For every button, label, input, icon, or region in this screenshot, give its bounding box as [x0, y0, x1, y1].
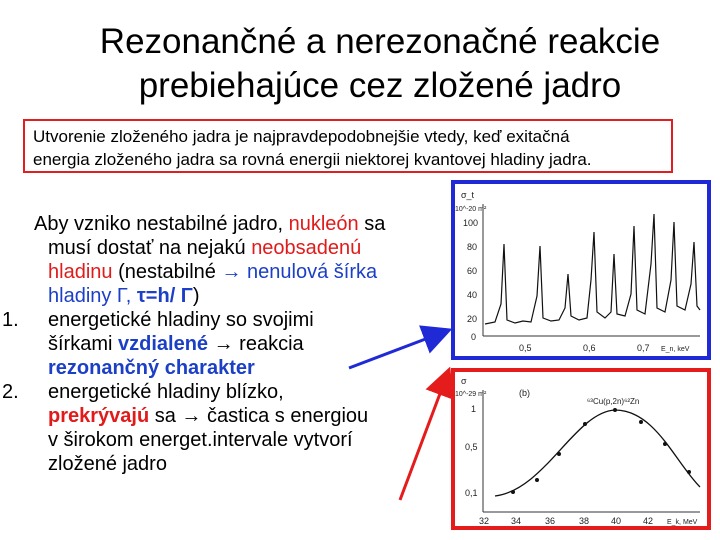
plot2-ytick-01: 0,1 — [465, 488, 478, 498]
list-number-2: 2. — [2, 381, 19, 403]
text-segment: šírkami — [48, 333, 118, 355]
plot2-xlabel: E_k, MeV — [667, 519, 698, 526]
plot2-xtick-3: 36 — [545, 516, 556, 526]
plot2-curve — [495, 410, 700, 496]
gamma-term: hladiny Γ, — [48, 285, 137, 307]
text-segment: sa → častica s energiou — [149, 405, 369, 427]
text-line-11: zložené jadro — [48, 453, 167, 475]
plot2-xtick-1: 32 — [479, 516, 490, 526]
plot1-ytick-80: 80 — [467, 242, 478, 252]
title-line-1: Rezonančné a nerezonačné reakcie — [99, 22, 661, 61]
nonresonant-plot-frame — [451, 368, 711, 530]
plot2-points — [511, 408, 691, 494]
plot2-xtick-2: 34 — [511, 516, 522, 526]
text-line-6 — [48, 332, 304, 356]
plot2-xtick-6: 42 — [643, 516, 654, 526]
arrow-to-resonance-plot — [349, 332, 444, 368]
unoccupied-term: neobsadenú — [251, 237, 362, 259]
nonresonant-plot — [455, 372, 707, 526]
plot1-curve — [485, 214, 700, 324]
plot1-ytick-40: 40 — [467, 290, 478, 300]
text-line-7: rezonančný charakter — [48, 357, 255, 379]
text-segment: Aby vzniko nestabilné jadro, — [34, 213, 289, 235]
plot2-panel: (b) — [519, 388, 530, 398]
plot1-ylabel: σ_t — [461, 190, 475, 200]
plot1-ytick-100: 100 — [463, 218, 479, 228]
overlap-term: prekrývajú — [48, 405, 150, 427]
plot1-ytick-0: 0 — [471, 332, 477, 342]
arrow-to-nonresonant-plot — [400, 375, 447, 500]
plot1-xlabel: E_n, keV — [661, 346, 690, 353]
text-segment: → reakcia — [208, 333, 304, 355]
level-term: hladinu — [48, 261, 113, 283]
plot1-ytick-60: 60 — [467, 266, 478, 276]
definition-line-2: energia zloženého jadra sa rovná energii niektorej kvantovej hladiny jadra. — [33, 150, 592, 169]
text-segment: (nestabilné — [112, 261, 222, 283]
text-line-5: energetické hladiny so svojimi — [48, 309, 314, 331]
width-term: → nenulová šírka — [221, 261, 378, 283]
text-line-1 — [34, 212, 385, 236]
plot2-reaction: ⁶³Cu(p,2n)⁶²Zn — [587, 397, 640, 406]
plot1-xtick-2: 0,6 — [583, 343, 596, 353]
text-line-4 — [48, 284, 200, 308]
text-line-2 — [48, 236, 361, 260]
text-segment: sa — [358, 213, 386, 235]
definition-line-1: Utvorenie zloženého jadra je najpravdepodobnejšie vtedy, keď exitačná — [33, 127, 570, 146]
slide-title — [40, 20, 720, 108]
plot1-ytick-20: 20 — [467, 314, 478, 324]
nucleon-term: nukleón — [288, 213, 359, 235]
resonance-plot — [455, 184, 707, 356]
plot2-ytick-1: 1 — [471, 404, 477, 414]
text-line-8: energetické hladiny blízko, — [48, 381, 284, 403]
plot1-ymax: 10^-20 m² — [455, 206, 487, 213]
list-number-1: 1. — [2, 309, 19, 331]
plot2-ylabel: σ — [461, 376, 467, 386]
text-line-10: v širokom energet.intervale vytvorí — [48, 429, 353, 451]
text-line-3 — [48, 260, 377, 284]
definition-box — [23, 119, 673, 173]
distant-term: vzdialené — [118, 333, 209, 355]
text-line-9 — [48, 404, 368, 428]
plot2-yexp: 10^-29 m² — [455, 391, 487, 398]
text-segment: ) — [192, 285, 200, 307]
plot1-xtick-3: 0,7 — [637, 343, 650, 353]
plot2-xtick-5: 40 — [611, 516, 622, 526]
plot2-xtick-4: 38 — [579, 516, 590, 526]
resonance-plot-frame — [451, 180, 711, 360]
tau-formula: τ=h/ Γ — [136, 285, 193, 307]
plot2-ytick-05: 0,5 — [465, 442, 478, 452]
plot1-xtick-1: 0,5 — [519, 343, 532, 353]
text-segment: musí dostať na nejakú — [48, 237, 252, 259]
title-line-2: prebiehajúce cez zložené jadro — [138, 66, 622, 105]
